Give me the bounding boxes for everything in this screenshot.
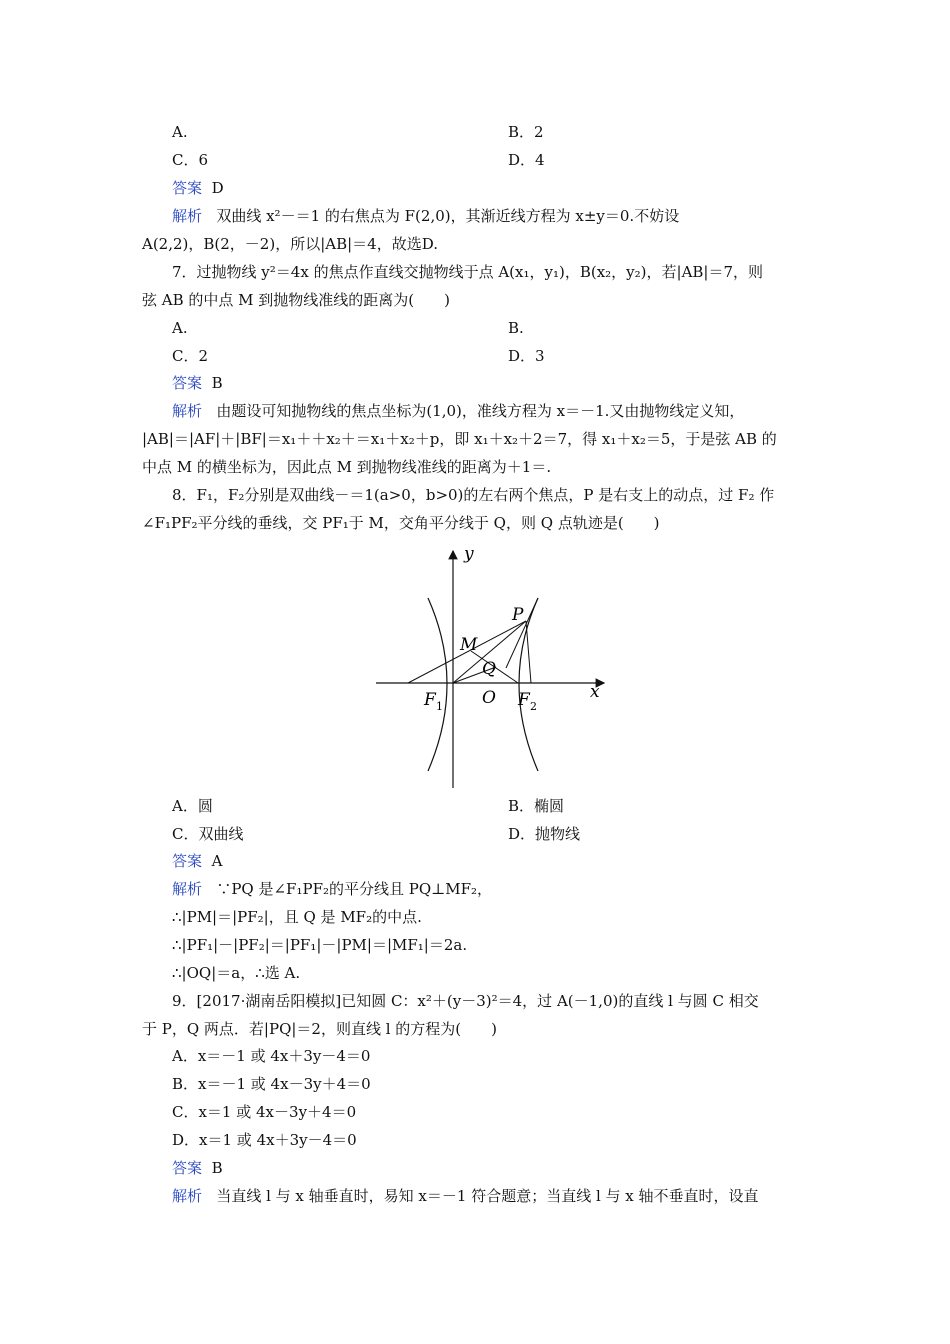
q6-answer — [172, 178, 224, 198]
label-f2-sub: 2 — [530, 700, 537, 713]
label-f2: F — [518, 690, 530, 710]
label-f1-sub: 1 — [436, 700, 443, 713]
q9-option-a: A．x＝－1 或 4x＋3y－4＝0 — [172, 1047, 371, 1065]
q6-option-b: B．2 — [508, 123, 544, 141]
q8-option-b: B．椭圆 — [508, 797, 565, 815]
q6-option-d: D．4 — [508, 151, 545, 169]
q9-stem-line-1: 9．[2017·湖南岳阳模拟]已知圆 C：x²＋(y－3)²＝4，过 A(－1,0)的直线 l 与圆 C 相交 — [172, 992, 759, 1010]
q6-analysis-line-2: A(2,2)，B(2，－2)，所以|AB|＝4，故选D. — [142, 235, 438, 253]
answer-label: 答案 — [172, 1159, 203, 1177]
answer-value: B — [211, 1159, 223, 1177]
label-x: x — [590, 682, 600, 702]
analysis-label: 解析 — [172, 402, 203, 420]
answer-value: A — [211, 852, 223, 870]
hyperbola-figure — [366, 543, 620, 790]
q7-option-b: B. — [508, 319, 524, 337]
q9-option-b: B．x＝－1 或 4x－3y＋4＝0 — [172, 1075, 371, 1093]
label-f1: F — [424, 690, 436, 710]
q7-option-d: D．3 — [508, 347, 545, 365]
q8-analysis-line-3: ∴|PF₁|－|PF₂|＝|PF₁|－|PM|＝|MF₁|＝2a. — [172, 936, 468, 954]
answer-label: 答案 — [172, 374, 203, 392]
analysis-label: 解析 — [172, 207, 203, 225]
answer-value: D — [211, 179, 224, 197]
label-q: Q — [482, 659, 496, 679]
answer-label: 答案 — [172, 179, 203, 197]
label-p: P — [512, 605, 524, 625]
q9-stem-line-2: 于 P，Q 两点．若|PQ|＝2，则直线 l 的方程为( ) — [142, 1020, 498, 1038]
analysis-text: 由题设可知抛物线的焦点坐标为(1,0)，准线方程为 x＝－1.又由抛物线定义知， — [216, 402, 745, 420]
q7-option-a: A. — [172, 319, 188, 337]
analysis-text: 当直线 l 与 x 轴垂直时，易知 x＝－1 符合题意；当直线 l 与 x 轴不垂直时，设直 — [216, 1187, 759, 1205]
q7-stem-line-2: 弦 AB 的中点 M 到抛物线准线的距离为( ) — [142, 291, 450, 309]
analysis-text: ∵PQ 是∠F₁PF₂的平分线且 PQ⊥MF₂， — [216, 880, 493, 898]
q7-option-c: C．2 — [172, 347, 209, 365]
label-m: M — [460, 635, 478, 655]
q8-option-c: C．双曲线 — [172, 825, 244, 843]
q6-option-c: C．6 — [172, 151, 209, 169]
q8-option-d: D．抛物线 — [508, 825, 581, 843]
q6-analysis-line-1 — [172, 206, 679, 226]
q6-option-a: A. — [172, 123, 188, 141]
line-p-f2 — [526, 621, 531, 683]
q9-option-d: D．x＝1 或 4x＋3y－4＝0 — [172, 1131, 357, 1149]
q7-analysis-line-1 — [172, 401, 744, 421]
q8-analysis-line-4: ∴|OQ|＝a，∴选 A. — [172, 964, 301, 982]
label-y: y — [464, 544, 474, 564]
q7-stem-line-1: 7．过抛物线 y²＝4x 的焦点作直线交抛物线于点 A(x₁，y₁)，B(x₂，y₂)，若|AB|＝7，则 — [172, 263, 764, 281]
q9-option-c: C．x＝1 或 4x－3y＋4＝0 — [172, 1103, 357, 1121]
q8-stem-line-2: ∠F₁PF₂平分线的垂线，交 PF₁于 M，交角平分线于 Q，则 Q 点轨迹是( ) — [142, 514, 660, 532]
hyperbola-left-branch — [428, 598, 447, 771]
analysis-label: 解析 — [172, 880, 203, 898]
q7-analysis-line-2: |AB|＝|AF|＋|BF|＝x₁＋＋x₂＋＝x₁＋x₂＋p，即 x₁＋x₂＋2＝7，得 x₁＋x₂＝5，于是弦 AB 的 — [142, 430, 777, 448]
answer-value: B — [211, 374, 223, 392]
analysis-text: 双曲线 x²－＝1 的右焦点为 F(2,0)，其渐近线方程为 x±y＝0.不妨设 — [216, 207, 680, 225]
q9-analysis-line-1 — [172, 1186, 759, 1206]
q8-analysis-line-1 — [172, 879, 492, 899]
label-o: O — [482, 688, 496, 708]
q9-answer — [172, 1158, 223, 1178]
q7-analysis-line-3: 中点 M 的横坐标为，因此点 M 到抛物线准线的距离为＋1＝. — [142, 458, 552, 476]
q7-answer — [172, 373, 223, 393]
analysis-label: 解析 — [172, 1187, 203, 1205]
q8-analysis-line-2: ∴|PM|＝|PF₂|，且 Q 是 MF₂的中点. — [172, 908, 422, 926]
q8-stem-line-1: 8．F₁，F₂分别是双曲线－＝1(a>0，b>0)的左右两个焦点，P 是右支上的动点，过 F₂ 作 — [172, 486, 775, 504]
q8-answer — [172, 851, 222, 871]
q8-option-a: A．圆 — [172, 797, 213, 815]
answer-label: 答案 — [172, 852, 203, 870]
